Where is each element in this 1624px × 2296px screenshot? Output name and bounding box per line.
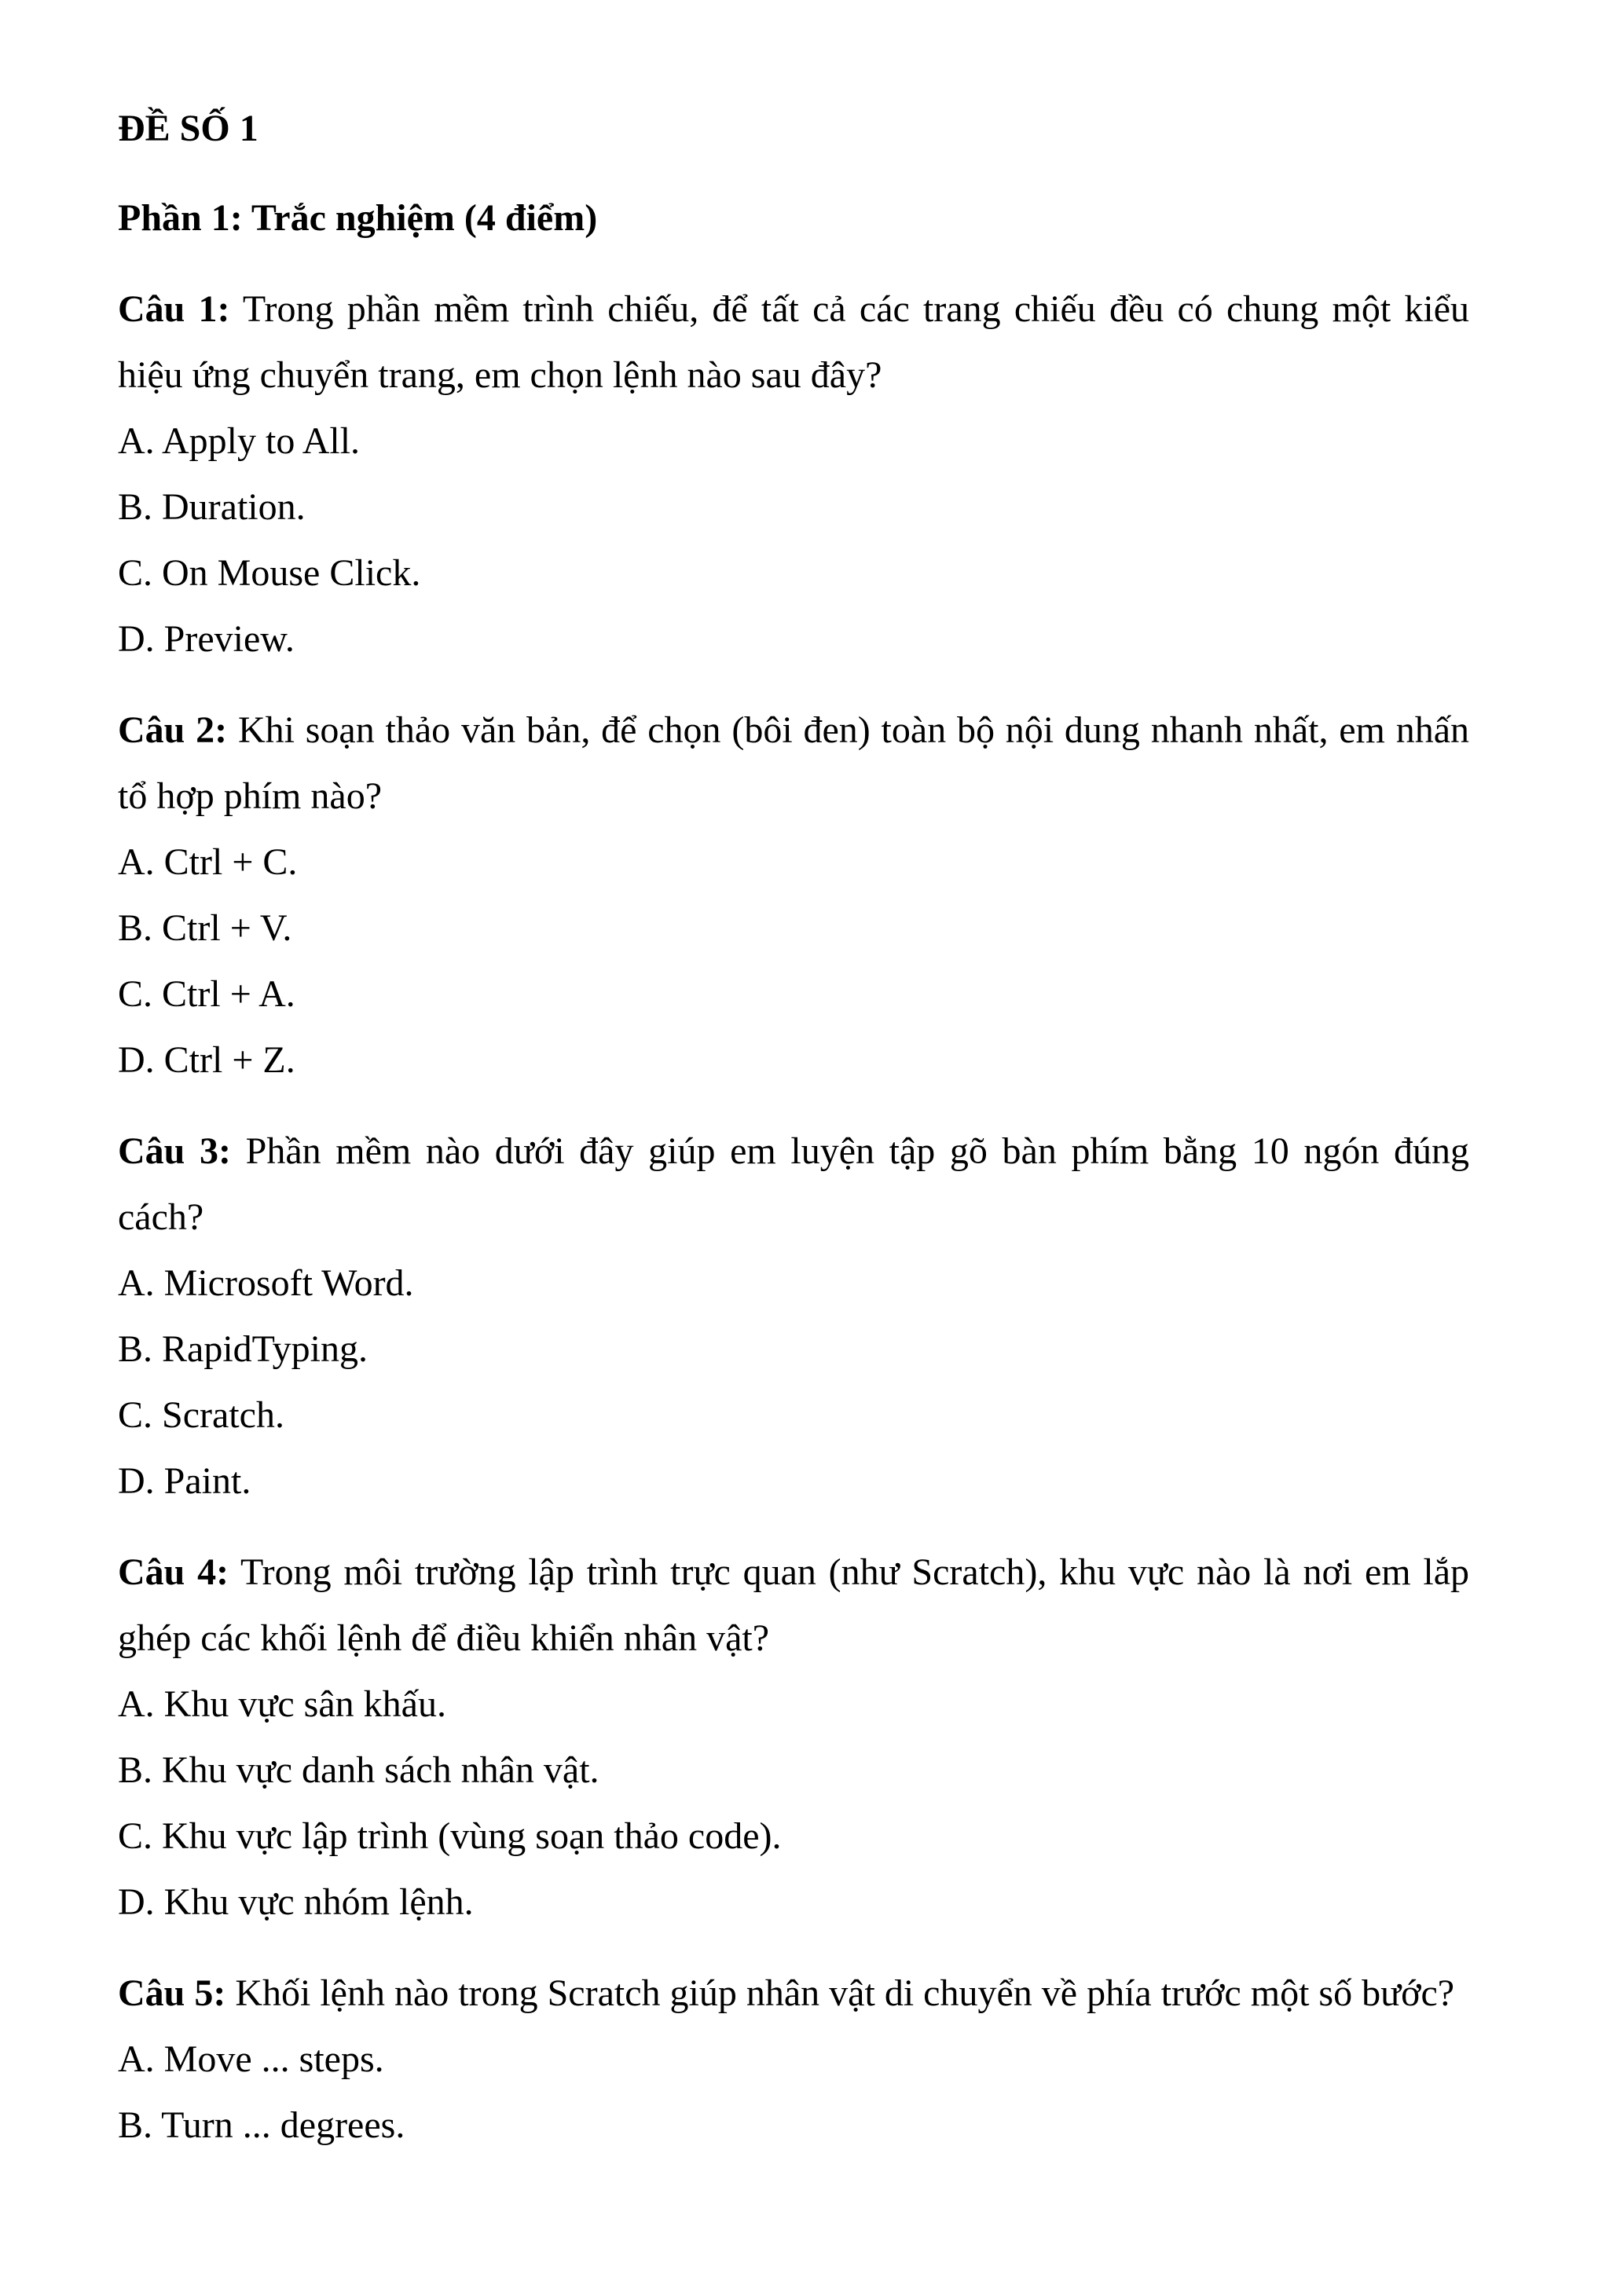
question-3-option-a: A. Microsoft Word. (118, 1262, 414, 1304)
question-5-label: Câu 5: (118, 1972, 226, 2014)
question-block-3 (118, 1119, 1469, 1514)
question-3-option-d: D. Paint. (118, 1460, 251, 1502)
question-1-text (118, 276, 1469, 408)
question-4-text (118, 1540, 1469, 1672)
question-block-1 (118, 276, 1469, 672)
document-title: ĐỀ SỐ 1 (118, 108, 258, 149)
question-4-label: Câu 4: (118, 1551, 229, 1593)
question-1-option-d: D. Preview. (118, 618, 295, 660)
section-heading: Phần 1: Trắc nghiệm (4 điểm) (118, 197, 598, 239)
question-4-option-b: B. Khu vực danh sách nhân vật. (118, 1749, 599, 1791)
question-4-option-c: C. Khu vực lập trình (vùng soạn thảo code). (118, 1815, 782, 1857)
question-1-option-b: B. Duration. (118, 486, 306, 528)
question-2-body: Khi soạn thảo văn bản, để chọn (bôi đen) toàn bộ nội dung nhanh nhất, em nhấn tổ hợp phím nào? (118, 709, 1469, 817)
question-3-text (118, 1119, 1469, 1251)
question-3-option-b: B. RapidTyping. (118, 1328, 368, 1370)
question-2-label: Câu 2: (118, 709, 228, 751)
question-block-5 (118, 1961, 1469, 2159)
question-5-text (118, 1961, 1469, 2027)
question-4-option-a: A. Khu vực sân khấu. (118, 1683, 446, 1725)
question-block-2 (118, 698, 1469, 1093)
question-3-option-c: C. Scratch. (118, 1394, 284, 1436)
question-2-option-c: C. Ctrl + A. (118, 973, 295, 1015)
question-2-text (118, 698, 1469, 829)
question-2-option-d: D. Ctrl + Z. (118, 1039, 295, 1081)
question-3-label: Câu 3: (118, 1130, 231, 1172)
question-2-option-a: A. Ctrl + C. (118, 841, 298, 883)
question-1-label: Câu 1: (118, 288, 230, 330)
question-5-option-a: A. Move ... steps. (118, 2038, 384, 2080)
question-1-body: Trong phần mềm trình chiếu, để tất cả các trang chiếu đều có chung một kiểu hiệu ứng chuyển trang, em chọn lệnh nào sau đây? (118, 288, 1469, 396)
question-1-option-a: A. Apply to All. (118, 420, 361, 462)
question-3-body: Phần mềm nào dưới đây giúp em luyện tập gõ bàn phím bằng 10 ngón đúng cách? (118, 1130, 1470, 1238)
question-1-option-c: C. On Mouse Click. (118, 552, 421, 594)
question-4-option-d: D. Khu vực nhóm lệnh. (118, 1881, 474, 1923)
question-block-4 (118, 1540, 1469, 1935)
question-4-body: Trong môi trường lập trình trực quan (như Scratch), khu vực nào là nơi em lắp ghép các khối lệnh để điều khiển nhân vật? (118, 1551, 1470, 1659)
question-5-option-b: B. Turn ... degrees. (118, 2104, 405, 2146)
question-5-body: Khối lệnh nào trong Scratch giúp nhân vật di chuyển về phía trước một số bước? (235, 1972, 1455, 2014)
question-2-option-b: B. Ctrl + V. (118, 907, 292, 949)
